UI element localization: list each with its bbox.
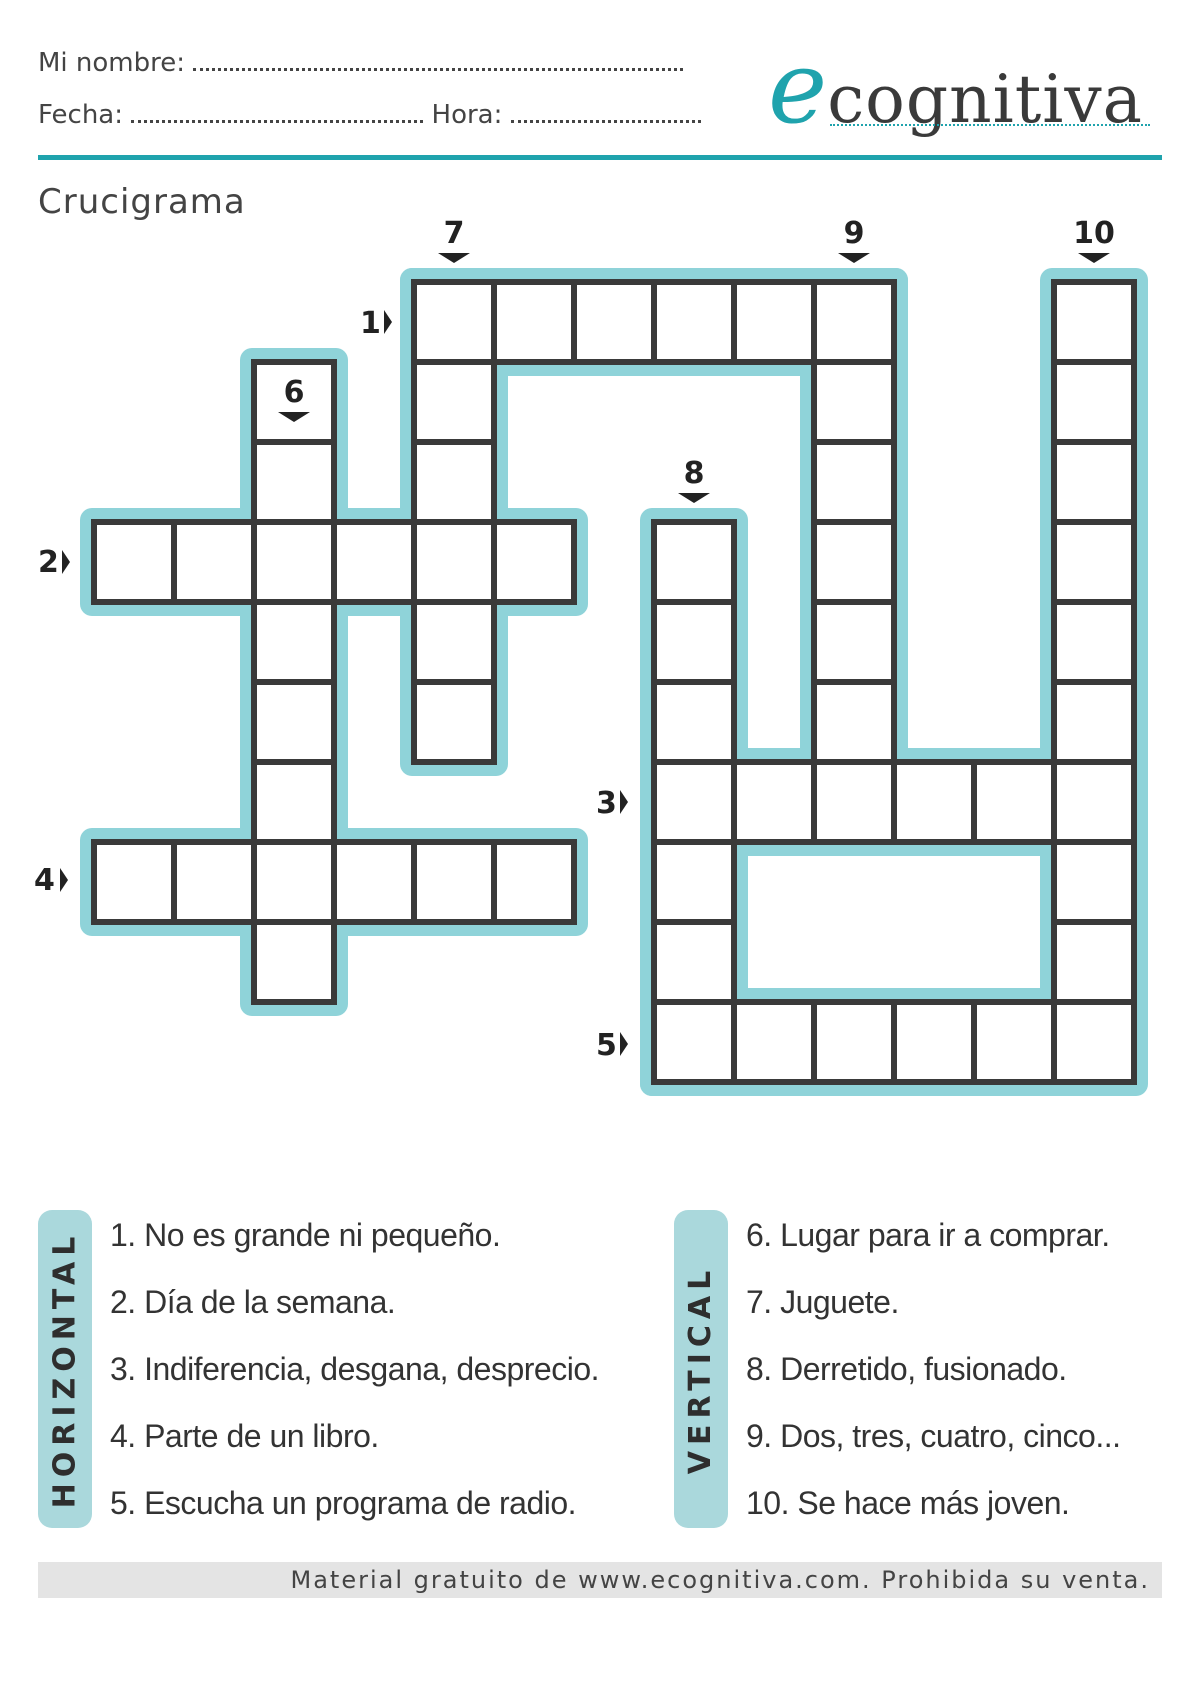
vertical-clue: 7. Juguete. (746, 1284, 899, 1320)
crossword-cell[interactable] (254, 602, 334, 682)
crossword-cell[interactable] (734, 1002, 814, 1082)
crossword-cell[interactable] (334, 842, 414, 922)
crossword-cell[interactable] (654, 602, 734, 682)
footer-notice: Material gratuito de www.ecognitiva.com. Prohibida su venta. (38, 1562, 1162, 1598)
marker-across-3 (596, 786, 628, 821)
vertical-label-panel (674, 1210, 728, 1528)
marker-down-10 (1073, 216, 1115, 263)
clue-number-5: 5 (596, 1028, 617, 1063)
crossword-cell[interactable] (94, 842, 174, 922)
crossword-cell[interactable] (1054, 522, 1134, 602)
logo-e-letter: e (768, 29, 828, 146)
crossword-cell[interactable] (494, 522, 574, 602)
name-label: Mi nombre: (38, 48, 186, 78)
crossword-cell[interactable] (1054, 282, 1134, 362)
crossword-cell[interactable] (494, 282, 574, 362)
crossword-cell[interactable] (814, 442, 894, 522)
crossword-cell[interactable] (254, 842, 334, 922)
arrow-right-icon (62, 550, 70, 574)
horizontal-clue: 2. Día de la semana. (110, 1284, 396, 1320)
horizontal-label-panel (38, 1210, 92, 1528)
crossword-cell[interactable] (254, 922, 334, 1002)
clue-number-7: 7 (443, 216, 465, 251)
crossword-cell[interactable] (814, 682, 894, 762)
crossword-cell[interactable] (654, 762, 734, 842)
crossword-cell[interactable] (414, 522, 494, 602)
marker-down-9 (838, 216, 870, 263)
vertical-clue-list (746, 1202, 1120, 1537)
crossword-cell[interactable] (174, 522, 254, 602)
crossword-cell[interactable] (734, 762, 814, 842)
crossword-cell[interactable] (254, 522, 334, 602)
crossword-cell[interactable] (654, 842, 734, 922)
crossword-cell[interactable] (654, 1002, 734, 1082)
crossword-cell[interactable] (254, 682, 334, 762)
clue-number-3: 3 (596, 786, 617, 821)
marker-across-5 (596, 1028, 628, 1063)
crossword-cell[interactable] (414, 602, 494, 682)
crossword-cell[interactable] (814, 762, 894, 842)
crossword-cell[interactable] (414, 282, 494, 362)
crossword-cell[interactable] (654, 522, 734, 602)
crossword-cell[interactable] (654, 682, 734, 762)
crossword-cell[interactable] (334, 522, 414, 602)
crossword-cell[interactable] (894, 1002, 974, 1082)
vertical-clue: 6. Lugar para ir a comprar. (746, 1217, 1110, 1253)
crossword-cell[interactable] (174, 842, 254, 922)
crossword-cell[interactable] (974, 762, 1054, 842)
crossword-cell[interactable] (654, 282, 734, 362)
horizontal-clue: 4. Parte de un libro. (110, 1418, 379, 1454)
crossword-cell[interactable] (654, 922, 734, 1002)
page-title: Crucigrama (38, 182, 246, 222)
crossword-cell[interactable] (1054, 922, 1134, 1002)
marker-down-8 (678, 456, 710, 503)
horizontal-clue: 5. Escucha un programa de radio. (110, 1485, 577, 1521)
marker-down-7 (438, 216, 470, 263)
crossword-cell[interactable] (94, 522, 174, 602)
crossword-cell[interactable] (254, 762, 334, 842)
grid-halo (80, 268, 1148, 1096)
crossword-cell[interactable] (814, 602, 894, 682)
crossword-cell[interactable] (1054, 442, 1134, 522)
arrow-right-icon (384, 310, 392, 334)
logo-wordmark: cognitiva (827, 61, 1144, 138)
crossword-cell[interactable] (494, 842, 574, 922)
crossword-cell[interactable] (1054, 602, 1134, 682)
crossword-cell[interactable] (814, 282, 894, 362)
vertical-clue: 9. Dos, tres, cuatro, cinco... (746, 1418, 1121, 1454)
arrow-right-icon (620, 1032, 628, 1056)
crossword-cell[interactable] (814, 362, 894, 442)
horizontal-clue: 1. No es grande ni pequeño. (110, 1217, 501, 1253)
vertical-clue: 10. Se hace más joven. (746, 1485, 1070, 1521)
crossword-cell[interactable] (814, 1002, 894, 1082)
crossword-cell[interactable] (1054, 682, 1134, 762)
crossword-cell[interactable] (414, 842, 494, 922)
marker-across-2 (38, 545, 70, 580)
vertical-clue: 8. Derretido, fusionado. (746, 1351, 1067, 1387)
clue-number-4: 4 (34, 863, 55, 898)
arrow-down-icon (1078, 253, 1110, 263)
clue-number-6: 6 (283, 375, 305, 410)
horizontal-clue: 3. Indiferencia, desgana, desprecio. (110, 1351, 599, 1387)
crossword-cell[interactable] (894, 762, 974, 842)
arrow-right-icon (60, 868, 68, 892)
crossword-cell[interactable] (974, 1002, 1054, 1082)
vertical-label: VERTICAL (683, 1264, 719, 1474)
clue-number-2: 2 (38, 545, 59, 580)
clue-number-10: 10 (1073, 216, 1115, 251)
arrow-down-icon (838, 253, 870, 263)
crossword-cell[interactable] (1054, 842, 1134, 922)
crossword-cell[interactable] (254, 442, 334, 522)
arrow-down-icon (678, 493, 710, 503)
crossword-cell[interactable] (814, 522, 894, 602)
crossword-cell[interactable] (734, 282, 814, 362)
marker-across-1 (360, 306, 392, 341)
crossword-cell[interactable] (414, 362, 494, 442)
marker-across-4 (34, 863, 68, 898)
horizontal-label: HORIZONTAL (47, 1230, 83, 1508)
clue-number-9: 9 (843, 216, 865, 251)
crossword-cell[interactable] (1054, 762, 1134, 842)
horizontal-clue-list (110, 1202, 599, 1537)
crossword-cell[interactable] (414, 442, 494, 522)
arrow-down-icon (438, 253, 470, 263)
arrow-right-icon (620, 790, 628, 814)
crossword-cell[interactable] (1054, 1002, 1134, 1082)
crossword-cell[interactable] (1054, 362, 1134, 442)
crossword-cell[interactable] (414, 682, 494, 762)
crossword-cell[interactable] (574, 282, 654, 362)
date-label: Fecha: (38, 100, 123, 130)
time-label: Hora: (431, 100, 503, 130)
clue-number-1: 1 (360, 306, 381, 341)
clue-number-8: 8 (683, 456, 705, 491)
